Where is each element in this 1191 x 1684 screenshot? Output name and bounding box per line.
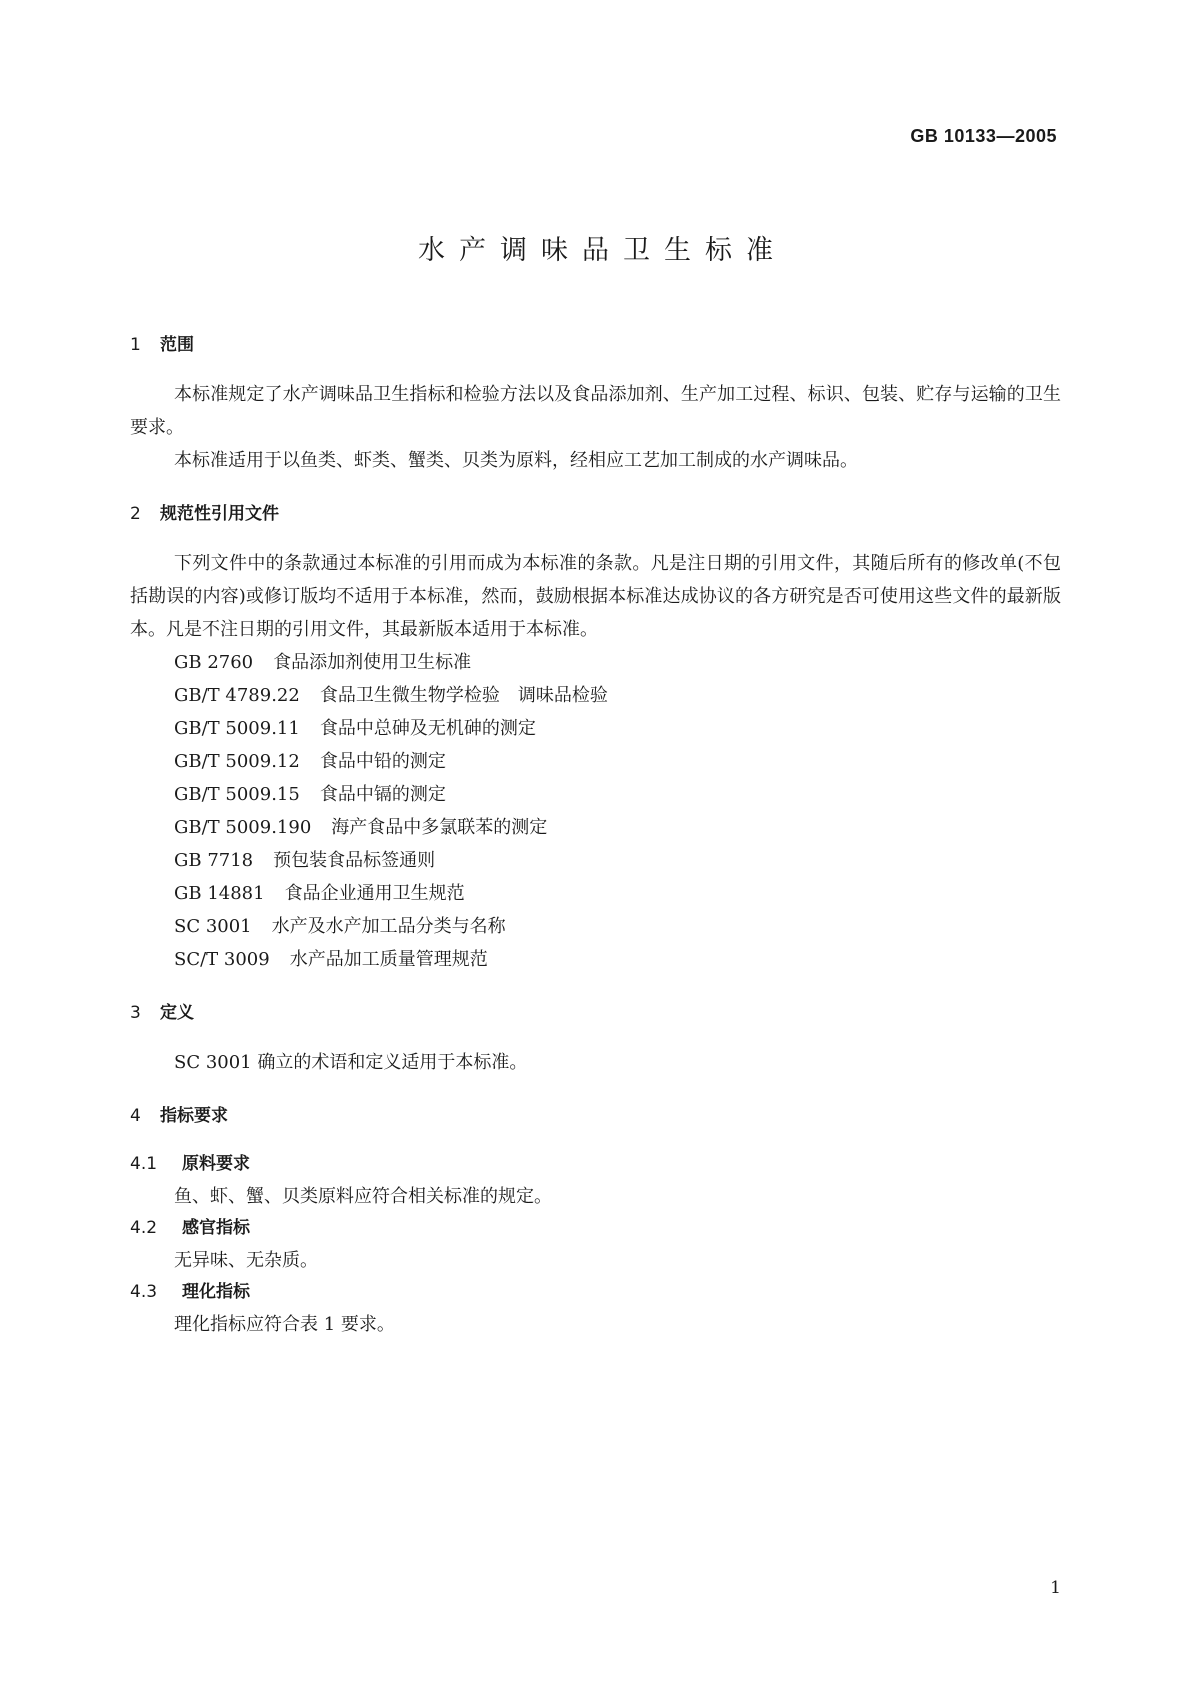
reference-name: 食品中总砷及无机砷的测定 [319,718,536,739]
reference-item [130,778,1061,811]
section-title: 定义 [160,1003,194,1023]
reference-code: SC 3001 [174,916,252,937]
section-number: 3 [130,1003,141,1023]
reference-code: GB 7718 [174,850,254,871]
subsection-4-3-heading [130,1277,1061,1308]
subsection-title: 理化指标 [182,1282,250,1302]
subsection-text: 理化指标应符合表 1 要求。 [174,1314,395,1335]
page-number: 1 [1050,1578,1061,1598]
standard-code: GB 10133—2005 [910,126,1057,146]
reference-item [130,844,1061,877]
scope-paragraph-1: 本标准规定了水产调味品卫生指标和检验方法以及食品添加剂、生产加工过程、标识、包装、贮存与运输的卫生要求。 [130,384,1061,438]
reference-item [130,910,1061,943]
reference-item [130,943,1061,976]
subsection-text: 鱼、虾、蟹、贝类原料应符合相关标准的规定。 [174,1186,552,1207]
reference-item [130,877,1061,910]
definition-paragraph: SC 3001 确立的术语和定义适用于本标准。 [174,1052,528,1073]
reference-name: 食品卫生微生物学检验 调味品检验 [319,685,608,706]
reference-code: SC/T 3009 [174,949,270,970]
subsection-title: 原料要求 [182,1154,250,1174]
reference-name: 食品添加剂使用卫生标准 [273,652,472,673]
reference-item [130,712,1061,745]
section-3-heading [130,998,1061,1028]
subsection-title: 感官指标 [182,1218,250,1238]
subsection-4-2-heading [130,1213,1061,1244]
section-4-heading [130,1101,1061,1131]
reference-item [130,646,1061,679]
reference-item [130,745,1061,778]
reference-code: GB 2760 [174,652,254,673]
reference-name: 海产食品中多氯联苯的测定 [331,817,548,838]
section-title: 范围 [160,335,194,355]
reference-code: GB/T 5009.12 [174,751,300,772]
document-title: 水产调味品卫生标准 [418,235,787,266]
section-number: 1 [130,335,141,355]
reference-code: GB/T 5009.190 [174,817,312,838]
section-title: 指标要求 [160,1106,228,1126]
reference-name: 食品企业通用卫生规范 [284,883,465,904]
reference-name: 预包装食品标签通则 [273,850,436,871]
scope-paragraph-2: 本标准适用于以鱼类、虾类、蟹类、贝类为原料，经相应工艺加工制成的水产调味品。 [174,450,858,471]
reference-item [130,811,1061,844]
section-number: 4 [130,1106,141,1126]
reference-code: GB/T 5009.15 [174,784,300,805]
reference-code: GB 14881 [174,883,265,904]
section-2-heading [130,499,1061,529]
section-title: 规范性引用文件 [160,504,279,524]
reference-name: 水产品加工质量管理规范 [289,949,488,970]
section-1-heading [130,330,1061,360]
subsection-number: 4.2 [130,1218,158,1238]
subsection-4-1-heading [130,1149,1061,1180]
subsection-number: 4.3 [130,1282,158,1302]
subsection-text: 无异味、无杂质。 [174,1250,318,1271]
references-intro: 下列文件中的条款通过本标准的引用而成为本标准的条款。凡是注日期的引用文件，其随后所有的修改单(不包括勘误的内容)或修订版均不适用于本标准，然而，鼓励根据本标准达成协议的各方研究是否可使用这些文件的最新版本。凡是不注日期的引用文件，其最新版本适用于本标准。 [130,553,1061,640]
document-body [130,330,1061,1341]
reference-code: GB/T 4789.22 [174,685,300,706]
reference-name: 食品中铅的测定 [319,751,446,772]
reference-item [130,679,1061,712]
reference-code: GB/T 5009.11 [174,718,300,739]
reference-name: 水产及水产加工品分类与名称 [271,916,506,937]
section-number: 2 [130,504,141,524]
subsection-number: 4.1 [130,1154,158,1174]
reference-name: 食品中镉的测定 [319,784,446,805]
